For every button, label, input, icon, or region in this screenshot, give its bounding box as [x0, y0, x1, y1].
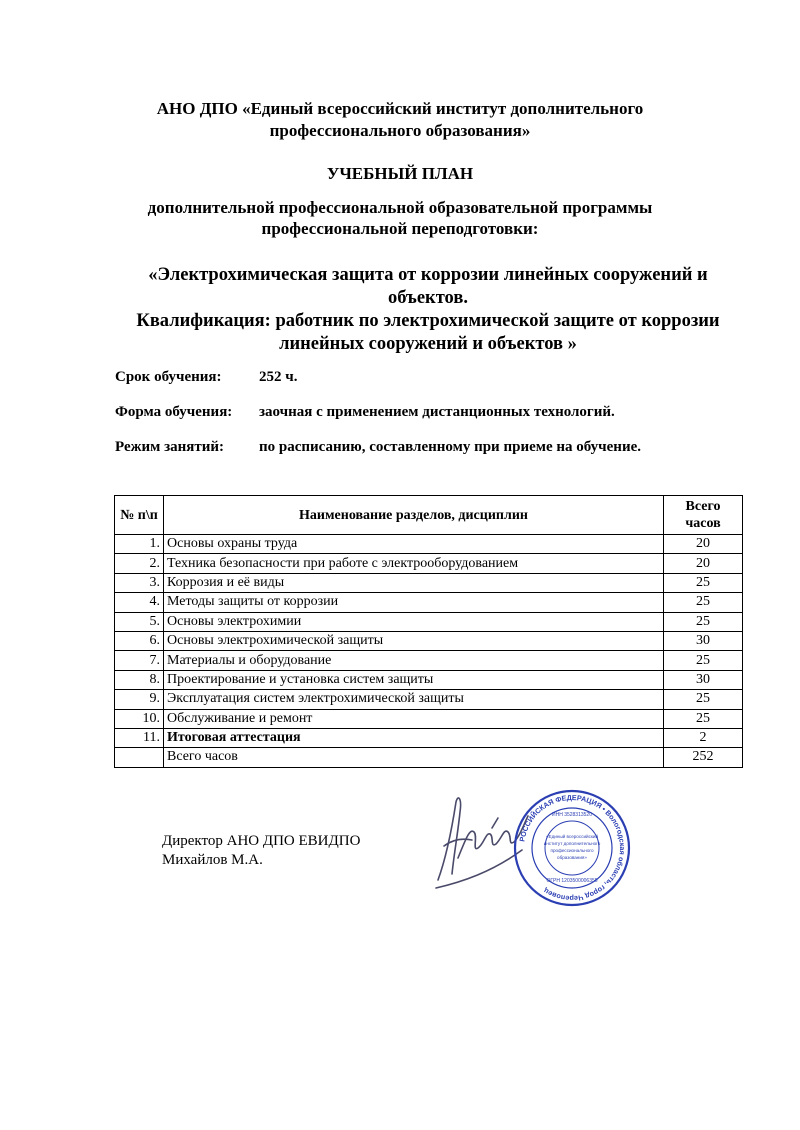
org-line-1: АНО ДПО «Единый всероссийский институт дополнительного	[156, 99, 644, 118]
table-row	[115, 690, 743, 709]
header-hours	[664, 496, 743, 535]
duration-row	[115, 369, 297, 386]
header-num: № п\п	[115, 496, 164, 535]
row-num: 7.	[115, 651, 164, 670]
row-num: 2.	[115, 554, 164, 573]
row-hours: 25	[664, 612, 743, 631]
table-header-row	[115, 496, 743, 535]
subtitle-line-2: профессиональной переподготовки:	[261, 219, 539, 238]
form-row	[115, 404, 615, 421]
table-row	[115, 612, 743, 631]
official-seal	[512, 788, 632, 908]
row-hours: 25	[664, 593, 743, 612]
row-num: 4.	[115, 593, 164, 612]
seal-lettering	[517, 793, 627, 903]
table-row	[115, 670, 743, 689]
director-block	[162, 832, 360, 870]
row-num: 9.	[115, 690, 164, 709]
row-name: Основы охраны труда	[164, 535, 664, 554]
qualification-line-1: Квалификация: работник по электрохимической защите от коррозии	[136, 311, 720, 331]
director-name: Михайлов М.А.	[162, 852, 263, 868]
table-total-row	[115, 748, 743, 767]
table-row	[115, 554, 743, 573]
row-num: 11.	[115, 728, 164, 747]
duration-value: 252 ч.	[259, 369, 298, 385]
program-line-2: объектов.	[388, 288, 468, 308]
table-row	[115, 535, 743, 554]
qualification-line-2: линейных сооружений и объектов »	[279, 334, 577, 354]
row-hours: 25	[664, 709, 743, 728]
table-row	[115, 631, 743, 650]
row-name: Методы защиты от коррозии	[164, 593, 664, 612]
row-num: 6.	[115, 631, 164, 650]
form-label: Форма обучения:	[115, 404, 233, 420]
row-hours: 25	[664, 573, 743, 592]
row-hours: 20	[664, 535, 743, 554]
svg-text:институт дополнительного: институт дополнительного	[543, 841, 601, 846]
program-type	[0, 197, 800, 239]
svg-text:ОГРН 1203500006355: ОГРН 1203500006355	[546, 878, 598, 884]
row-hours: 30	[664, 631, 743, 650]
svg-text:профессионального: профессионального	[550, 848, 594, 853]
program-title	[100, 264, 756, 356]
subtitle-line-1: дополнительной профессиональной образовательной программы	[147, 198, 653, 217]
header-hours-line-2: часов	[685, 516, 721, 531]
row-name: Основы электрохимической защиты	[164, 631, 664, 650]
mode-label: Режим занятий:	[115, 439, 225, 455]
mode-value: по расписанию, составленному при приеме на обучение.	[259, 439, 641, 455]
table-row	[115, 593, 743, 612]
row-name: Обслуживание и ремонт	[164, 709, 664, 728]
duration-label: Срок обучения:	[115, 369, 222, 385]
table-row	[115, 709, 743, 728]
row-hours: 20	[664, 554, 743, 573]
row-name: Техника безопасности при работе с электрооборудованием	[164, 554, 664, 573]
org-line-2: профессионального образования»	[269, 121, 531, 140]
row-name: Эксплуатация систем электрохимической защиты	[164, 690, 664, 709]
row-hours: 25	[664, 690, 743, 709]
total-hours: 252	[664, 748, 743, 767]
table-row	[115, 573, 743, 592]
row-num: 8.	[115, 670, 164, 689]
total-label: Всего часов	[164, 748, 664, 767]
row-num: 3.	[115, 573, 164, 592]
row-name: Материалы и оборудование	[164, 651, 664, 670]
header-name: Наименование разделов, дисциплин	[164, 496, 664, 535]
curriculum-table	[114, 495, 743, 768]
row-num: 5.	[115, 612, 164, 631]
table-row	[115, 651, 743, 670]
header-hours-line-1: Всего	[685, 499, 721, 514]
plan-title: УЧЕБНЫЙ ПЛАН	[326, 164, 474, 183]
svg-text:«Единый всероссийский: «Единый всероссийский	[545, 834, 599, 839]
svg-text:ИНН 3528313520: ИНН 3528313520	[551, 812, 593, 818]
svg-text:РОССИЙСКАЯ ФЕДЕРАЦИЯ • Вологод: РОССИЙСКАЯ ФЕДЕРАЦИЯ • Вологодская область, город Череповец	[517, 792, 628, 904]
mode-row	[115, 439, 641, 456]
total-num	[115, 748, 164, 767]
director-title: Директор АНО ДПО ЕВИДПО	[162, 833, 361, 849]
row-hours: 30	[664, 670, 743, 689]
program-line-1: «Электрохимическая защита от коррозии линейных сооружений и	[148, 265, 708, 285]
row-name: Итоговая аттестация	[164, 728, 664, 747]
svg-text:образования»: образования»	[557, 855, 587, 860]
row-name: Основы электрохимии	[164, 612, 664, 631]
row-hours: 25	[664, 651, 743, 670]
organization-name	[0, 98, 800, 142]
form-value: заочная с применением дистанционных технологий.	[259, 404, 615, 420]
row-name: Проектирование и установка систем защиты	[164, 670, 664, 689]
row-hours: 2	[664, 728, 743, 747]
table-row	[115, 728, 743, 747]
row-num: 10.	[115, 709, 164, 728]
row-name: Коррозия и её виды	[164, 573, 664, 592]
row-num: 1.	[115, 535, 164, 554]
